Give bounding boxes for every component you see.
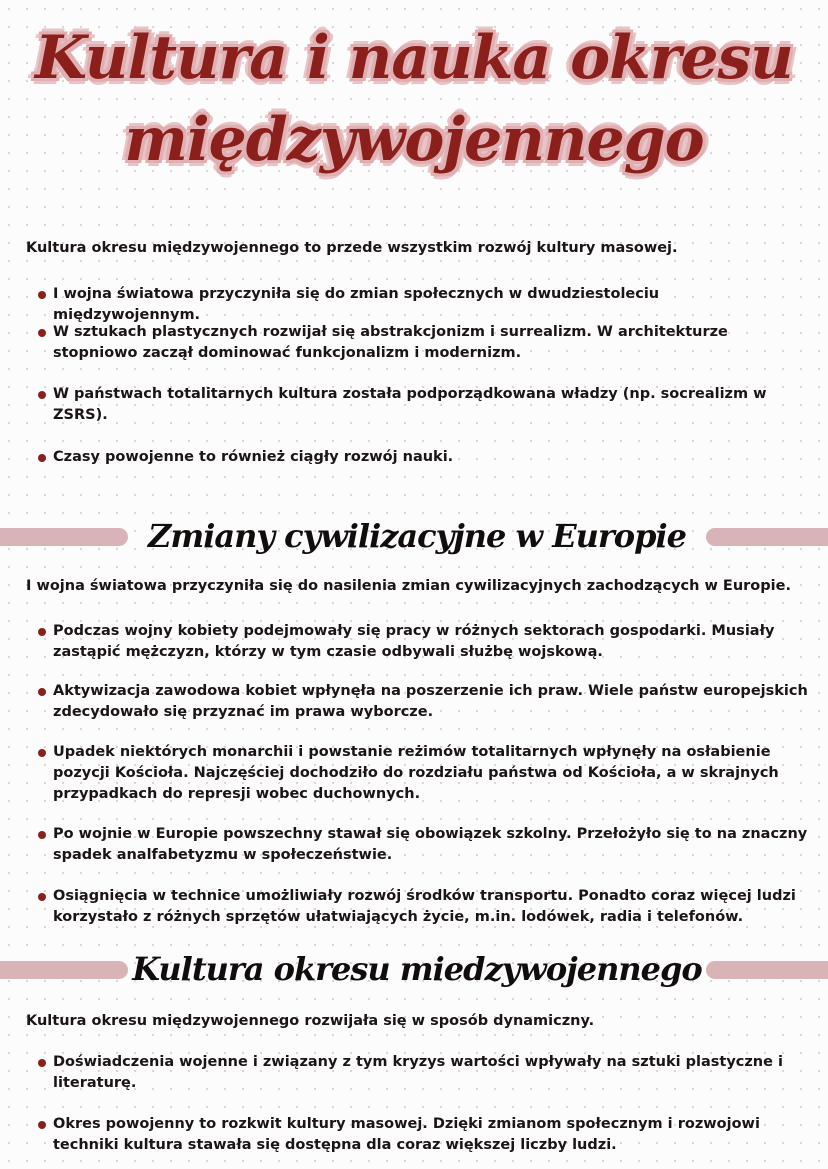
decorative-band xyxy=(706,961,828,979)
bullet-list xyxy=(38,742,810,805)
bullet-list xyxy=(38,886,810,928)
title-line-1: Kultura i nauka okresu xyxy=(35,23,793,93)
bullet-list xyxy=(38,384,810,426)
decorative-band xyxy=(0,528,128,546)
bullet-list xyxy=(38,284,810,326)
bullet-list xyxy=(38,824,810,866)
bullet-list xyxy=(38,1052,810,1094)
section-heading: Zmiany cywilizacyjne w Europie xyxy=(148,517,686,555)
list-item: Okres powojenny to rozkwit kultury masowej. Dzięki zmianom społecznym i rozwojowi techniki kultura stawała się dostępna dla coraz większej liczby ludzi. xyxy=(38,1114,810,1156)
intro-text: Kultura okresu międzywojennego to przede wszystkim rozwój kultury masowej. xyxy=(26,240,678,256)
bullet-list xyxy=(38,621,810,663)
bullet-list xyxy=(38,1114,810,1156)
section-heading: Kultura okresu miedzywojennego xyxy=(132,950,702,988)
intro-text: Kultura okresu międzywojennego rozwijała się w sposób dynamiczny. xyxy=(26,1013,595,1029)
list-item: Doświadczenia wojenne i związany z tym kryzys wartości wpływały na sztuki plastyczne i literaturę. xyxy=(38,1052,810,1094)
list-item: Po wojnie w Europie powszechny stawał się obowiązek szkolny. Przełożyło się to na znaczny spadek analfabetyzmu w społeczeństwie. xyxy=(38,824,810,866)
section-header xyxy=(0,514,828,558)
page-title xyxy=(0,14,828,175)
list-item: Aktywizacja zawodowa kobiet wpłynęła na poszerzenie ich praw. Wiele państw europejskich zdecydowało się przyznać im prawa wyborcze. xyxy=(38,681,810,723)
section-header xyxy=(0,947,828,991)
list-item: Upadek niektórych monarchii i powstanie reżimów totalitarnych wpłynęły na osłabienie pozycji Kościoła. Najczęściej dochodziło do rozdziału państwa od Kościoła, a w skrajnych przypadkach do represji wobec duchownych. xyxy=(38,742,810,805)
list-item: W państwach totalitarnych kultura została podporządkowana władzy (np. socrealizm w ZSRS). xyxy=(38,384,810,426)
decorative-band xyxy=(706,528,828,546)
intro-text: I wojna światowa przyczyniła się do nasilenia zmian cywilizacyjnych zachodzących w Europie. xyxy=(26,578,791,594)
list-item: Osiągnięcia w technice umożliwiały rozwój środków transportu. Ponadto coraz więcej ludzi korzystało z różnych sprzętów ułatwiających życie, m.in. lodówek, radia i telefonów. xyxy=(38,886,810,928)
bullet-list xyxy=(38,447,810,468)
list-item: Czasy powojenne to również ciągły rozwój nauki. xyxy=(38,447,810,468)
list-item: I wojna światowa przyczyniła się do zmian społecznych w dwudziestoleciu międzywojennym. xyxy=(38,284,810,326)
list-item: Podczas wojny kobiety podejmowały się pracy w różnych sektorach gospodarki. Musiały zastąpić mężczyzn, którzy w tym czasie odbywali służbę wojskową. xyxy=(38,621,810,663)
title-line-2: międzywojennego xyxy=(124,105,704,175)
bullet-list xyxy=(38,322,810,364)
bullet-list xyxy=(38,681,810,723)
decorative-band xyxy=(0,961,128,979)
list-item: W sztukach plastycznych rozwijał się abstrakcjonizm i surrealizm. W architekturze stopniowo zaczął dominować funkcjonalizm i modernizm. xyxy=(38,322,810,364)
